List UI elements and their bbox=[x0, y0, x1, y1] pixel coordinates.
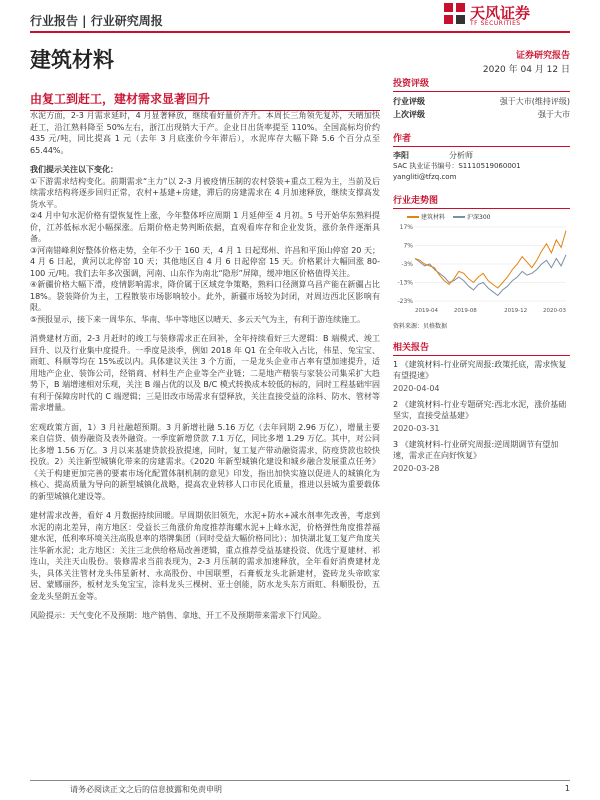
analyst-sac: SAC 执业证书编号：S1110519060001 bbox=[393, 162, 521, 170]
legend-item bbox=[453, 212, 490, 221]
x-tick-label: 2019-04 bbox=[415, 308, 438, 314]
main-body bbox=[30, 110, 380, 630]
related-section-title: 相关报告 bbox=[393, 340, 570, 356]
related-report-link[interactable]: 2 《建筑材料-行业专题研究:西北水泥，涨价基础坚实，直接受益基建》 bbox=[393, 400, 567, 420]
brand-logo-icon bbox=[444, 3, 466, 25]
report-date: 2020 年 04 月 12 日 bbox=[482, 65, 570, 75]
trend-chart-svg bbox=[393, 223, 570, 315]
prev-rating-label: 上次评级 bbox=[393, 110, 425, 119]
related-report-date: 2020-03-31 bbox=[393, 424, 440, 433]
analyst-block bbox=[393, 150, 570, 183]
author-section-title: 作者 bbox=[393, 131, 570, 147]
report-type: 证券研究报告 bbox=[515, 51, 570, 61]
series-line bbox=[415, 255, 566, 296]
brand-name: 天风证券 bbox=[470, 4, 531, 22]
prev-rating-value: 强于大市 bbox=[538, 110, 570, 119]
related-report-link[interactable]: 1 《建筑材料-行业研究周报:政策托底，需求恢复有望提速》 bbox=[393, 360, 567, 380]
series-line bbox=[415, 231, 566, 288]
y-tick-label: -3% bbox=[401, 261, 413, 268]
paragraph-risk: 风险提示：天气变化不及预期：地产销售、拿地、开工不及预期带来需求下行风险。 bbox=[30, 611, 326, 620]
analyst-email[interactable]: yangliti@tfzq.com bbox=[393, 173, 457, 181]
footer-disclaimer: 请务必阅读正文之后的信息披露和免责申明 bbox=[70, 785, 222, 794]
x-tick-label: 2020-03 bbox=[543, 308, 566, 314]
x-tick-label: 2019-08 bbox=[453, 308, 477, 314]
legend-label: 建筑材料 bbox=[421, 214, 446, 221]
legend-item bbox=[407, 212, 445, 221]
related-report-date: 2020-04-04 bbox=[393, 384, 440, 393]
report-headline: 由复工到赶工，建材需求显著回升 bbox=[30, 90, 380, 111]
paragraph-changes-head: 我们提示关注以下变化： bbox=[30, 165, 118, 174]
rating-label: 行业评级 bbox=[393, 97, 425, 106]
y-tick-label: -13% bbox=[397, 279, 413, 287]
chart-legend bbox=[407, 212, 570, 221]
paragraph-consumer-materials: 消费建材方面，2-3 月赶时的竣工与装修需求正在回补，全年持续看好三大逻辑：B 端模式、竣工回升、以及行业集中度提升。一季度是淡季，例如 2018 年 Q1 在全年收入占比，伟星、兔宝宝、雨虹、科顺等均在 15%或以内。具体建议关注 3 个方面，一是龙头企业市占率有望加速提升，适用地产企业、装饰公司，经销商、材料生产企业等全产业链；二是地产精装与家装公司集采扩大趋势下，B 端增速相对乐观，关注 B 端占优的以及 B/C 模式转换成本较低的标的，同时工程基础牢固有利于保障房时代的 C 端逻辑；三是旧改市场需求有望释放，关注直接受益的涂料、防水、管材等需求增量。 bbox=[30, 334, 380, 412]
analyst-role: 分析师 bbox=[449, 151, 473, 160]
list-item: ②4 月中旬水泥价格有望恢复性上涨，今年整体呼应周期 1 月延伸至 4 月初。5 号开始华东熟料提价，江苏低标水泥小幅探涨。后期价格走势判断依据，直观看库存和企业发货，涨价条件逐渐具备。 bbox=[30, 211, 380, 243]
y-tick-label: -23% bbox=[397, 298, 413, 305]
page-header bbox=[0, 0, 600, 34]
footer-divider bbox=[30, 780, 570, 781]
sector-title: 建筑材料 bbox=[30, 48, 114, 72]
list-item: ④新疆价格大幅下滑，疫情影响需求，降价属于区域竞争策略，熟料口径测算乌昌产能在新疆占比 18%。袋装降价为主，工程散装市场影响较小。此外，新疆市场较为封闭，对周边西北区影响有限。 bbox=[30, 280, 380, 312]
related-report-link[interactable]: 3 《建筑材料-行业研究周报:逆周期调节有望加速，需求正在向好恢复》 bbox=[393, 440, 559, 460]
analyst-name: 李阳 bbox=[393, 151, 409, 160]
report-category: 行业报告 | 行业研究周报 bbox=[30, 14, 163, 28]
x-tick-label: 2019-12 bbox=[504, 308, 528, 314]
sidebar bbox=[393, 76, 570, 479]
trend-chart bbox=[393, 212, 570, 317]
y-tick-label: 17% bbox=[399, 224, 413, 231]
page-number: 1 bbox=[564, 784, 570, 793]
header-divider bbox=[30, 31, 570, 33]
paragraph-cement: 水泥方面，2-3 月需求延时，4 月显著释放，继续看好量价齐升。本周长三角领先复苏，天晴加快赶工，沿江熟料降至 50%左右，浙江出现销大于产。企业日出货率提至 110%。全国高标均价约 435 元/吨，同比提高 1 元（去年 3 月底涨价今年滞后），水泥库存大幅下降 5.6 个百分点至 65.44%。 bbox=[30, 111, 380, 155]
prev-rating-row bbox=[393, 108, 570, 121]
chart-source: 资料来源：贝格数据 bbox=[393, 323, 448, 330]
rating-section-title: 投资评级 bbox=[393, 76, 570, 92]
rating-value: 强于大市(维持评级) bbox=[499, 97, 570, 106]
related-reports bbox=[393, 359, 570, 474]
list-item: ①下游需求结构变化。前期需求“主力”以 2-3 月被疫情压制的农村袋装+重点工程为主，当前及后续需求结构将逐步回归正常，农村+基建+房建，滞后的房建需求在 4 月加速释放，继续支撑高发货水平。 bbox=[30, 176, 380, 209]
related-report-date: 2020-03-28 bbox=[393, 464, 440, 473]
y-tick-label: 7% bbox=[403, 242, 413, 250]
list-item: ⑤预报显示，接下来一周华东、华南、华中等地区以晴天、多云天气为主，有利于游连续施工。 bbox=[30, 314, 366, 324]
list-item: ③河南错峰利好整体价格走势，全年不少于 160 天，4 月 1 日起郑州、许昌和平顶山停窑 20 天；4 月 6 日起，黄河以北停窑 10 天；其他地区自 4 月 6 日起停窑 15 天。价格累计大幅回涨 80-100 元/吨。我们去年多次强调，河南、山东作为南北“隐形”屏障，缓冲地区价格值得关注。 bbox=[30, 245, 380, 278]
trend-section-title: 行业走势图 bbox=[393, 193, 570, 209]
paragraph-recommendation: 建材需求改善，看好 4 月数据持续回暖。早周期依旧领先，水泥+防水+减水剂率先改善，考虑到水泥的南北差异，南方地区：受益长三角涨价角度推荐海螺水泥+上峰水泥，价格弹性角度推荐福建水泥，低利率环境关注高股息率的塔牌集团（同时受益大幅价格同比）；加快湖北复工复产角度关注华新水泥；北方地区：关注三北供给格局改善逻辑，重点推荐受益基建投资、优选宁夏建材、祁连山，关注天山股份。装修需求当前表现为，2-3 月压制的需求加速释放，全年看好消费建材龙头，具体关注管材龙头伟星新材、永高股份、中国联塑，石膏板龙头北新建材，瓷砖龙头帝欧家居、蒙娜丽莎，板材龙头兔宝宝，涂料龙头三棵树、亚士创能，防水龙头东方雨虹、科顺股份，五金龙头坚朗五金等。 bbox=[30, 511, 380, 601]
rating-row bbox=[393, 95, 570, 108]
brand-name-en: TF SECURITIES bbox=[470, 20, 521, 27]
legend-label: 沪深300 bbox=[467, 214, 491, 221]
paragraph-macro-policy: 宏观政策方面，1）3 月社融超预期。3 月新增社融 5.16 万亿（去年同期 2.96 万亿），增量主要来自信贷、债券融资及表外融资。一季度新增贷款 7.1 万亿，同比多增 1.29 万亿。其中，对公同比多增 1.56 万亿。3 月以来基建贷款投放提速，同时，复工复产带动融资需求，防疫贷款也较快投放。2）关注新型城镇化带来的房建需求。《2020 年新型城镇化建设和城乡融合发展重点任务》《关于构建更加完善的要素市场化配置体制机制的意见》印发，指出加快实施以促进人的城镇化为核心、提高质量为导向的新型城镇化战略，提高农业转移人口市民化质量，推进以县城为重要载体的新型城镇化建设等。 bbox=[30, 422, 380, 501]
